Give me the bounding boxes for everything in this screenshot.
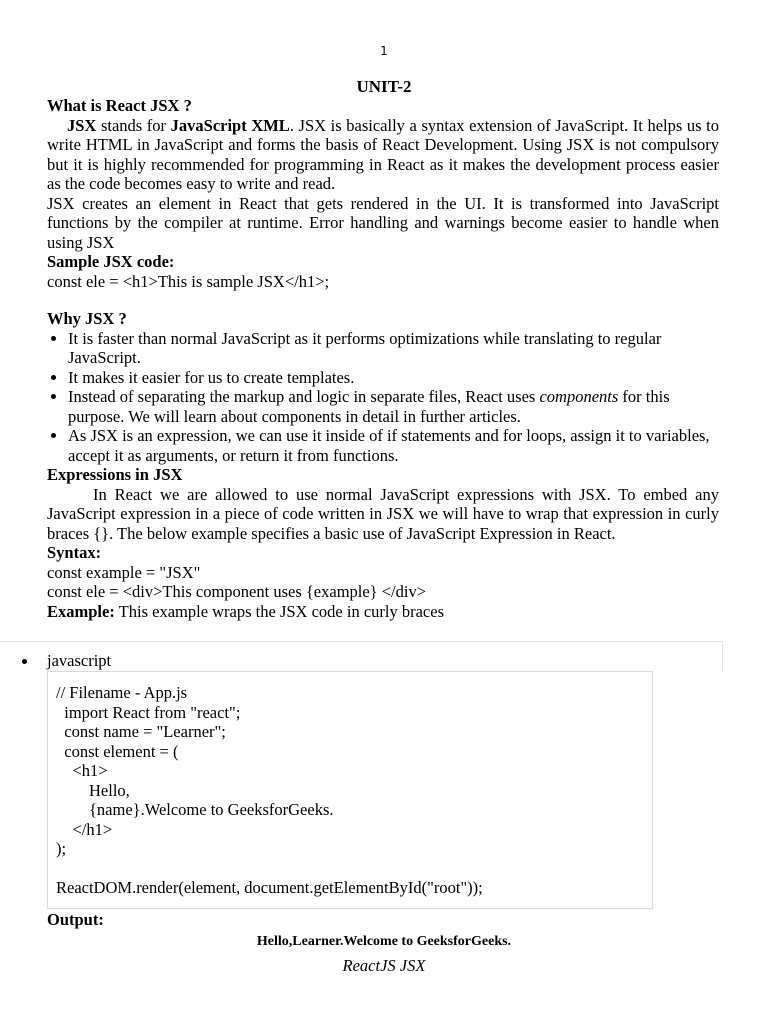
code-line: </h1> <box>56 819 113 839</box>
syntax-line: const ele = <div>This component uses {example} </div> <box>47 582 427 601</box>
figure-caption: ReactJS JSX <box>342 956 426 975</box>
bold-javascript-xml: JavaScript XML <box>170 115 290 135</box>
heading-expressions: Expressions in JSX <box>47 465 183 484</box>
example-text: This example wraps the JSX code in curly braces <box>114 601 444 621</box>
emphasis-components: components <box>539 387 619 406</box>
text-span: for this purpose. We will learn about components in detail in further articles. <box>68 387 670 426</box>
code-line: ReactDOM.render(element, document.getElementById("root")); <box>56 878 483 897</box>
code-block <box>47 671 653 909</box>
paragraph-jsx-creates: JSX creates an element in React that gets rendered in the UI. It is transformed into JavaScript functions by the compiler at runtime. Error handling and warnings become easier to handle when using JSX <box>47 193 719 252</box>
document-body <box>47 96 719 621</box>
code-line: <h1> <box>56 761 108 780</box>
text-span: Instead of separating the markup and logic in separate files, React uses <box>68 387 540 406</box>
code-language-label: javascript <box>47 651 112 670</box>
text-span: . JSX is basically a syntax extension of JavaScript. It helps us to write HTML in JavaScript and forms the basis of React Development. Using JSX is not compulsory but it is highly recommended for programming in React as it makes the development process easier as the code becomes easy to write and read. <box>47 115 719 193</box>
why-jsx-list <box>47 329 719 466</box>
paragraph-jsx-intro <box>47 116 719 194</box>
code-line: const name = "Learner"; <box>56 722 226 741</box>
text-span: stands for <box>96 115 171 135</box>
list-item: • As JSX is an expression, we can use it inside of if statements and for loops, assign it to variables, accept it as arguments, or return it from functions. <box>68 426 719 465</box>
list-item: • It makes it easier for us to create templates. <box>68 368 719 388</box>
heading-what-is-jsx: What is React JSX ? <box>47 96 192 115</box>
heading-syntax: Syntax: <box>47 543 102 562</box>
example-line <box>47 602 719 622</box>
code-line: // Filename - App.js <box>56 683 188 702</box>
code-line <box>56 859 652 879</box>
bold-jsx: JSX <box>67 115 97 135</box>
paragraph-expressions: In React we are allowed to use normal JavaScript expressions with JSX. To embed any JavaScript expression in a piece of code written in JSX we will have to wrap that expression in curly braces {}. The below example specifies a basic use of JavaScript Expression in React. <box>47 484 719 543</box>
list-item <box>68 387 719 426</box>
sample-code-line: const ele = <h1>This is sample JSX</h1>; <box>47 271 330 291</box>
code-line: ); <box>56 839 67 858</box>
unit-title: UNIT-2 <box>356 77 412 96</box>
output-value: Hello,Learner.Welcome to GeeksforGeeks. <box>256 934 512 949</box>
heading-why-jsx: Why JSX ? <box>47 309 127 328</box>
list-item: • It is faster than normal JavaScript as it performs optimizations while translating to regular JavaScript. <box>68 329 719 368</box>
code-line: {name}.Welcome to GeeksforGeeks. <box>56 800 334 819</box>
syntax-line: const example = "JSX" <box>47 562 201 582</box>
example-label: Example: <box>47 601 115 621</box>
output-heading: Output: <box>47 910 104 929</box>
code-line: import React from "react"; <box>56 702 241 722</box>
spacer <box>47 291 719 309</box>
page-number: 1 <box>380 44 388 58</box>
code-line: const element = ( <box>56 741 179 761</box>
code-line: Hello, <box>56 780 130 800</box>
bullet-icon <box>22 659 27 664</box>
heading-sample-code: Sample JSX code: <box>47 252 175 271</box>
